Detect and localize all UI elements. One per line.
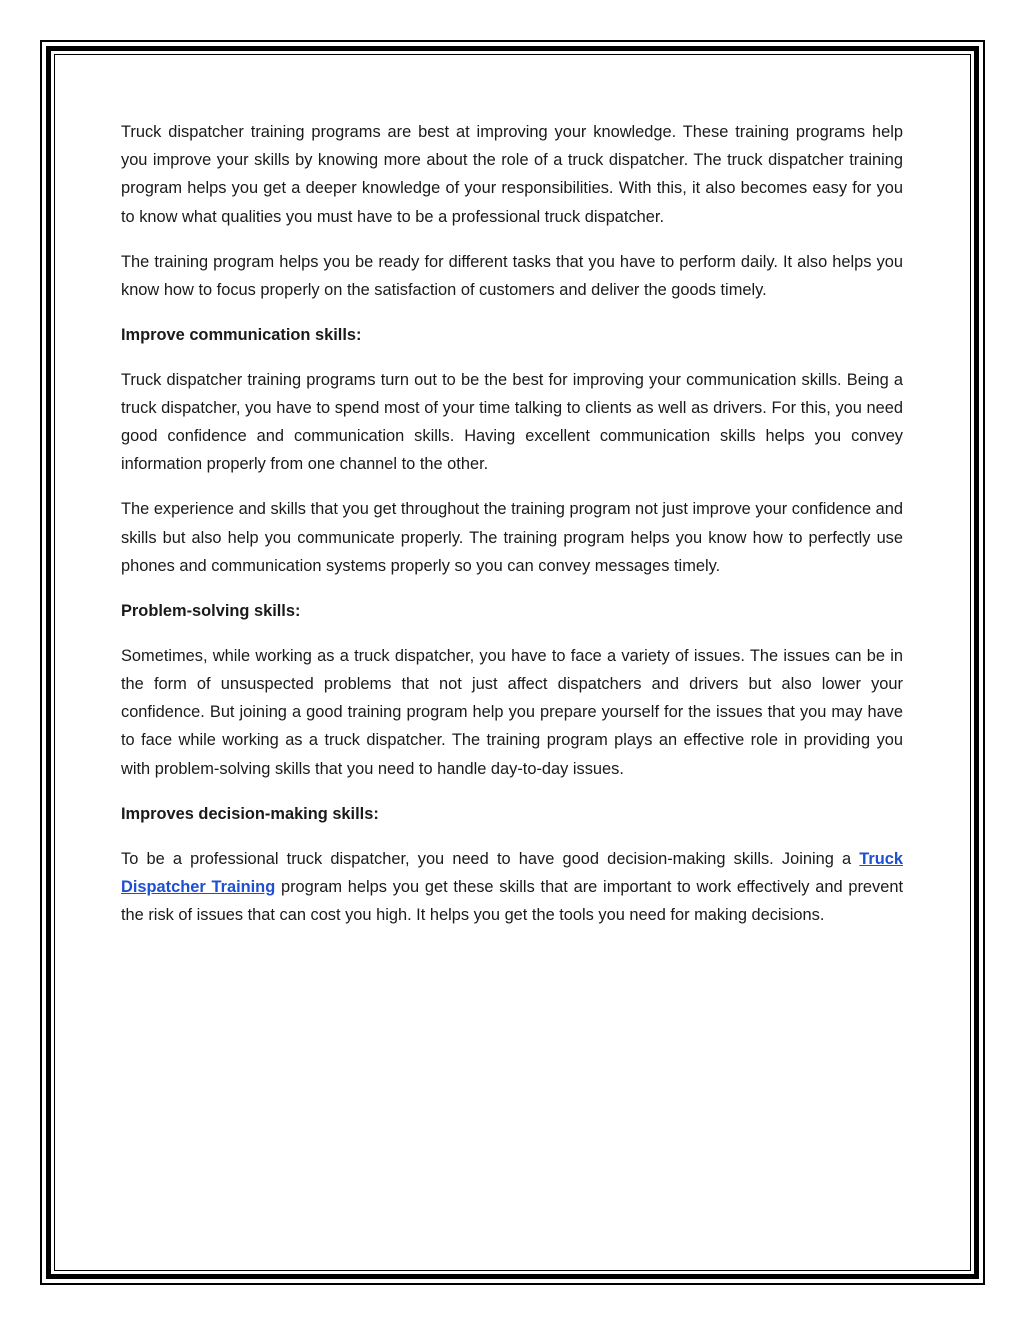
heading-communication-skills: Improve communication skills: (121, 325, 362, 344)
paragraph-decision-making-text-end: program helps you get these skills that are important to work effectively and prevent the risk of issues that can cost you high. It helps you get the tools you need for making decisions. (121, 877, 904, 925)
paragraph-intro: Truck dispatcher training programs are best at improving your knowledge. These training programs help you improve your skills by knowing more about the role of a truck dispatcher. The truck dispatcher training program helps you get a deeper knowledge of your responsibilities. With this, it also becomes easy for you to know what qualities you must have to be a professional truck dispatcher. (121, 123, 903, 226)
paragraph-communication: Truck dispatcher training programs turn out to be the best for improving your communication skills. Being a truck dispatcher, you have to spend most of your time talking to clients as well as drivers. For this, you need good confidence and communication skills. Having excellent communication skills helps you convey information properly from one channel to the other. (121, 370, 903, 474)
heading-decision-making-skills: Improves decision-making skills: (121, 804, 379, 823)
paragraph-problem-solving: Sometimes, while working as a truck dispatcher, you have to face a variety of issues. The issues can be in the form of unsuspected problems that not just affect dispatchers and drivers but also lower your confidence. But joining a good training program help you prepare yourself for the issues that you may have to face while working as a truck dispatcher. The training program plays an effective role in providing you with problem-solving skills that you need to handle day-to-day issues. (121, 646, 903, 778)
heading-problem-solving-skills: Problem-solving skills: (121, 601, 301, 620)
document-body (121, 118, 903, 946)
paragraph-decision-making (121, 845, 903, 930)
paragraph-decision-making-text-start: To be a professional truck dispatcher, you need to have good decision-making skills. Joining a (121, 849, 860, 868)
truck-dispatcher-training-link[interactable]: Truck Dispatcher Training (121, 849, 903, 896)
paragraph-daily-tasks: The training program helps you be ready for different tasks that you have to perform daily. It also helps you know how to focus properly on the satisfaction of customers and deliver the goods timely. (121, 252, 903, 299)
paragraph-experience: The experience and skills that you get throughout the training program not just improve your confidence and skills but also help you communicate properly. The training program helps you know how to perfectly use phones and communication systems properly so you can convey messages timely. (121, 500, 903, 575)
